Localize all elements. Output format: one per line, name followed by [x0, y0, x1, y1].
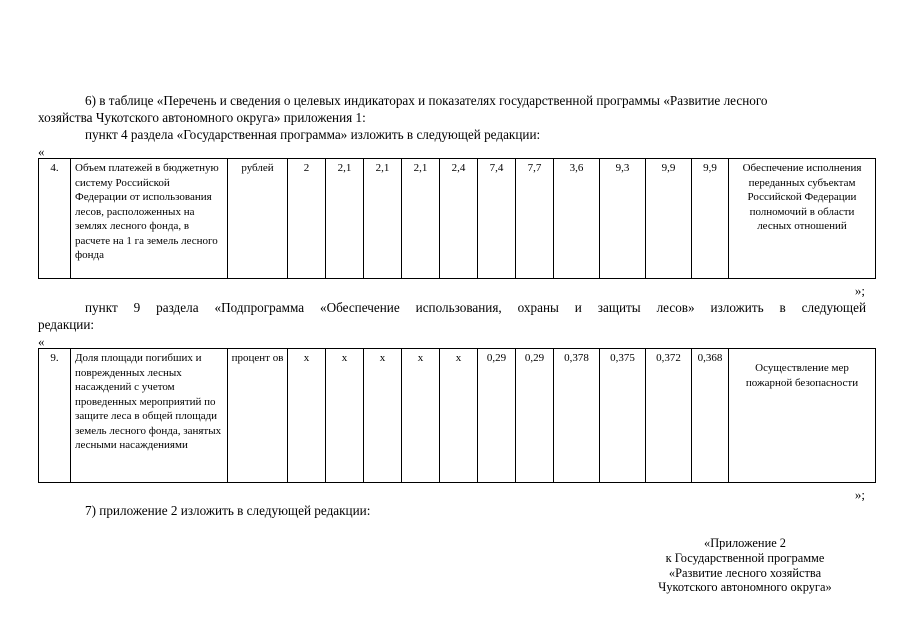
point-9-instruction-line-1: пункт 9 раздела «Подпрограмма «Обеспечение использования, охраны и защиты лесов» изложить в следующей: [85, 300, 866, 315]
value-cell: 0,378: [554, 349, 600, 483]
paragraph-6-line-2: хозяйства Чукотского автономного округа» приложения 1:: [38, 110, 366, 125]
appendix-line-2: к Государственной программе: [665, 550, 825, 565]
value-cell: x: [364, 349, 402, 483]
value-cell: 2: [288, 159, 326, 279]
appendix-line-1: «Приложение 2: [704, 536, 786, 550]
value-cell: 2,1: [402, 159, 440, 279]
value-cell: 9,9: [692, 159, 729, 279]
indicator-table-row-9: [38, 348, 876, 483]
unit-cell: процент ов: [228, 349, 288, 483]
value-cell: 0,368: [692, 349, 729, 483]
value-cell: x: [440, 349, 478, 483]
value-cell: 0,29: [478, 349, 516, 483]
row-number: 9.: [39, 349, 71, 483]
indicator-table-row-4: [38, 158, 876, 279]
table-row: [39, 349, 876, 483]
value-cell: 2,1: [364, 159, 402, 279]
value-cell: 9,9: [646, 159, 692, 279]
value-cell: 2,4: [440, 159, 478, 279]
value-cell: 3,6: [554, 159, 600, 279]
value-cell: 0,375: [600, 349, 646, 483]
table-row: [39, 159, 876, 279]
value-cell: 0,29: [516, 349, 554, 483]
indicator-name: Доля площади погибших и поврежденных лесных насаждений с учетом проведенных мероприятий по защите леса в общей площади земель лесного фонда, занятых лесными насаждениями: [71, 349, 228, 483]
open-quote-2: «: [38, 334, 45, 349]
open-quote-1: «: [38, 144, 45, 159]
note-cell: Осуществление мер пожарной безопасности: [729, 349, 876, 483]
value-cell: 7,7: [516, 159, 554, 279]
appendix-line-3: «Развитие лесного хозяйства: [668, 565, 822, 580]
value-cell: 0,372: [646, 349, 692, 483]
unit-cell: рублей: [228, 159, 288, 279]
indicator-name: Объем платежей в бюджетную систему Российской Федерации от использования лесов, расположенных на землях лесного фонда, в расчете на 1 га земель лесного фонда: [71, 159, 228, 279]
value-cell: x: [288, 349, 326, 483]
close-quote-1: »;: [854, 283, 865, 298]
value-cell: 9,3: [600, 159, 646, 279]
paragraph-7: 7) приложение 2 изложить в следующей редакции:: [85, 503, 371, 518]
appendix-line-4: Чукотского автономного округа»: [658, 580, 832, 595]
value-cell: x: [402, 349, 440, 483]
row-number: 4.: [39, 159, 71, 279]
paragraph-6-line-1: 6) в таблице «Перечень и сведения о целевых индикаторах и показателях государственной программы «Развитие лесного: [85, 93, 768, 108]
value-cell: 7,4: [478, 159, 516, 279]
appendix-header: [630, 536, 860, 595]
value-cell: x: [326, 349, 364, 483]
close-quote-2: »;: [854, 487, 865, 502]
note-cell: Обеспечение исполнения переданных субъектам Российской Федерации полномочий в области лесных отношений: [729, 159, 876, 279]
value-cell: 2,1: [326, 159, 364, 279]
point-9-instruction-line-2: редакции:: [38, 317, 95, 332]
point-4-instruction: пункт 4 раздела «Государственная программа» изложить в следующей редакции:: [85, 127, 541, 142]
